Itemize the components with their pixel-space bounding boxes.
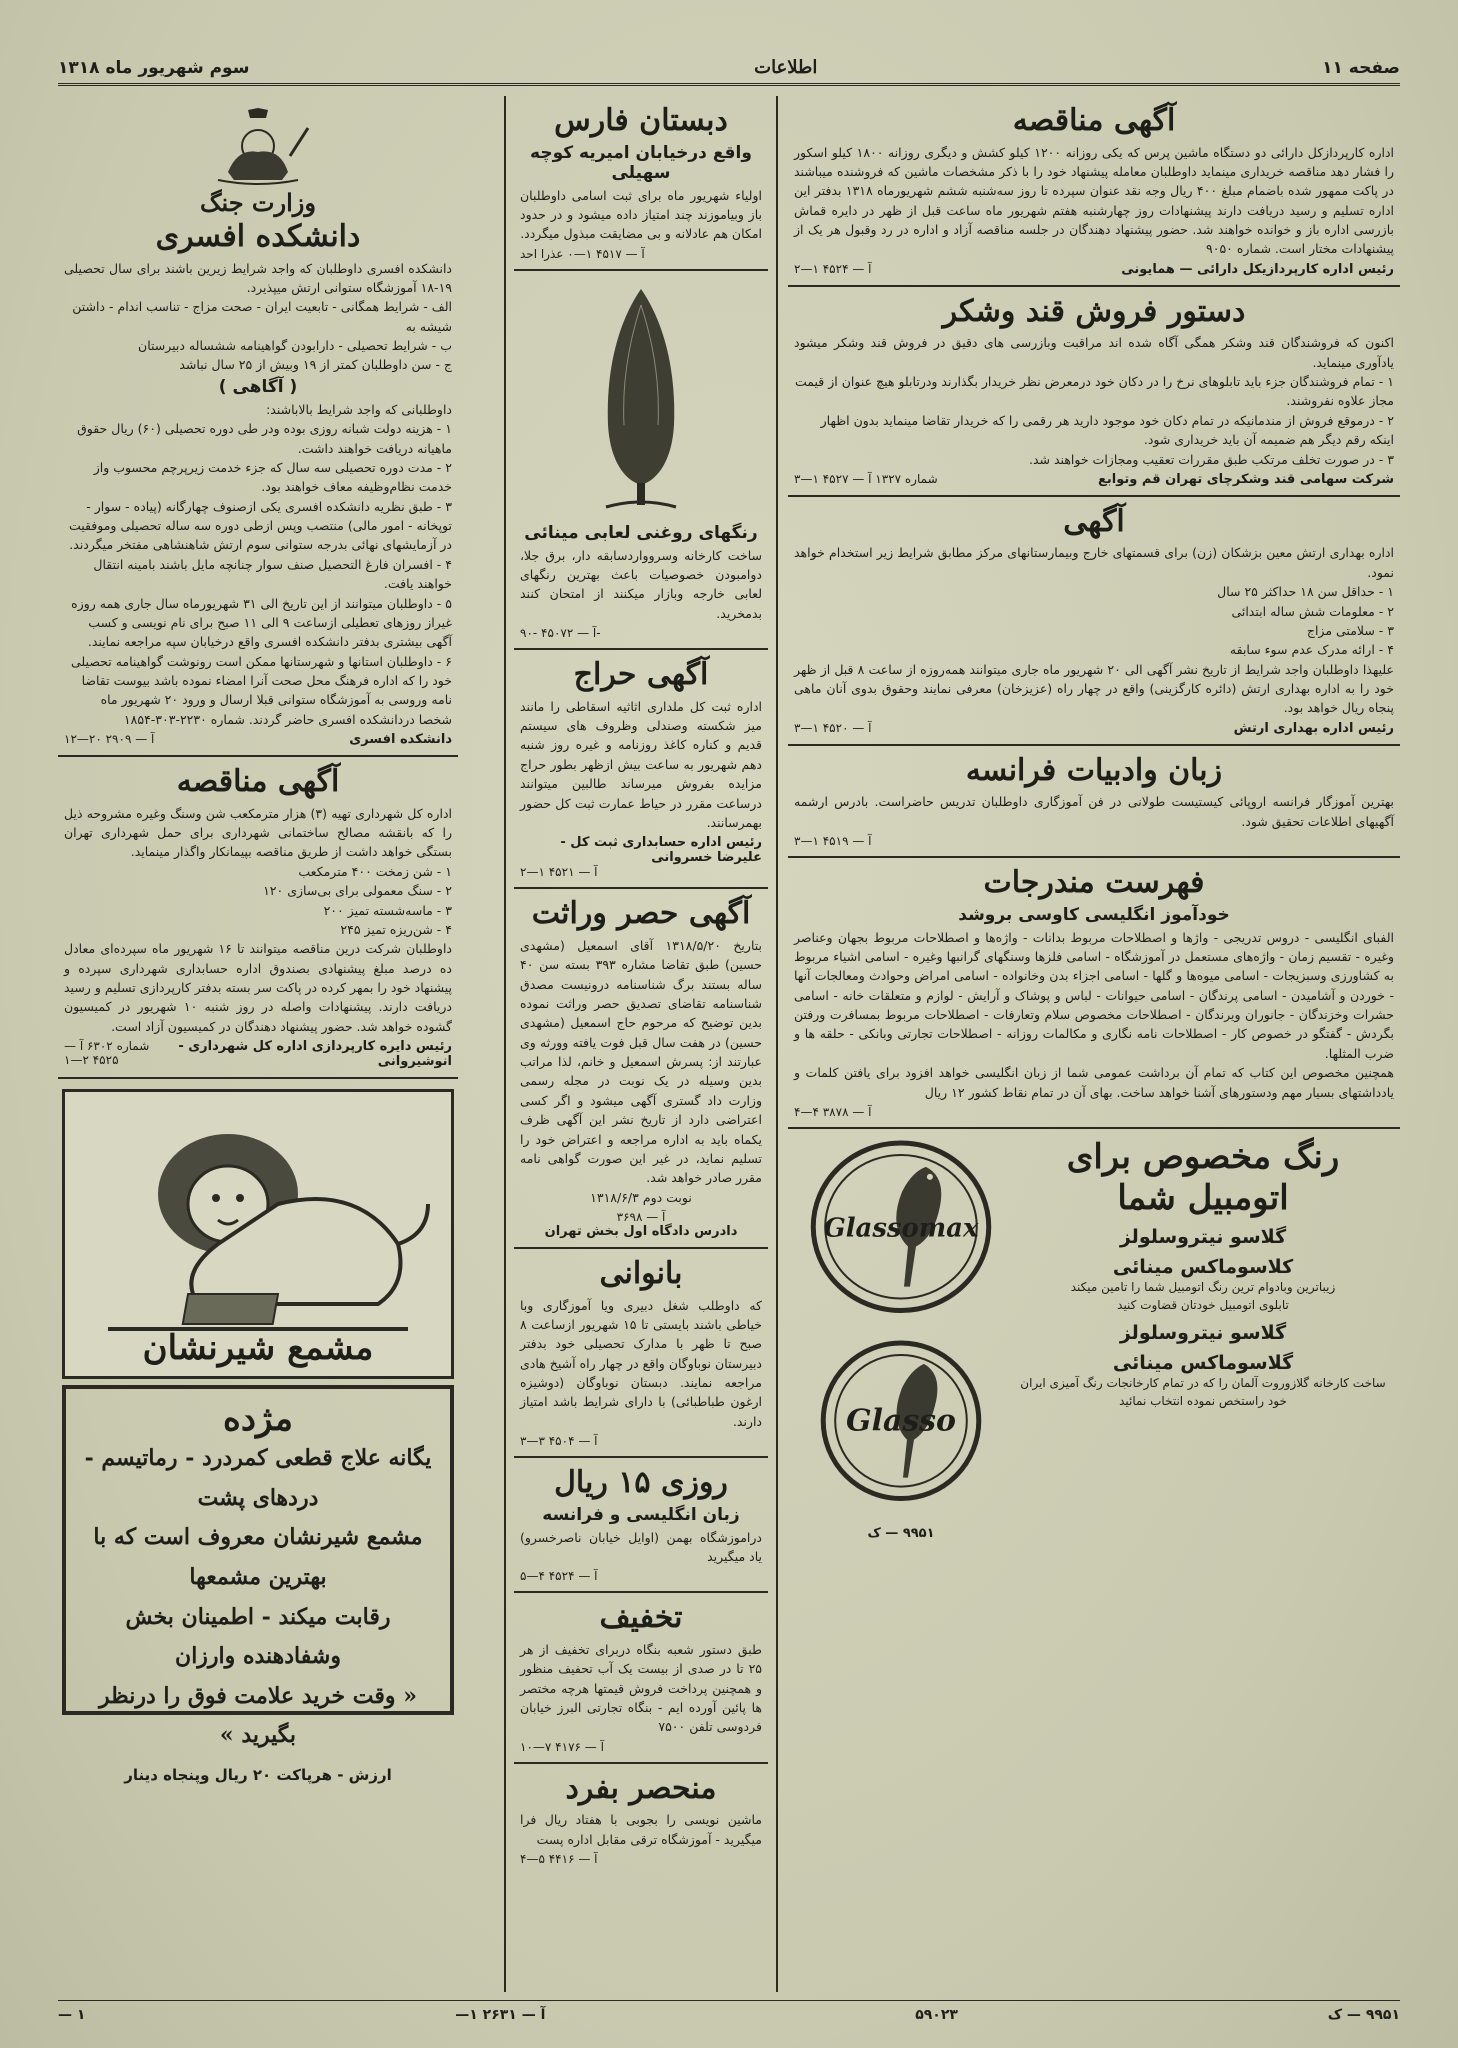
ad-note: همچنین مخصوص این کتاب که تمام آن برداشت عمومی شما از زبان انگلیسی خواهد افزود برای یافتن کلمات و یادداشتهای بسیار مهم ودستورهای آشنا خواهد ساخت. بهای آن در تمام نقاط کشور ۱۲ ریال — [794, 1065, 1394, 1100]
product-desc: ساخت کارخانه گلازوروت آلمان را که در تمام کارخانجات رنگ آمیزی ایران خود راستخص نموده انتخاب نمائید — [1020, 1376, 1386, 1409]
ad-line: مشمع شیرنشان معروف است که با بهترین مشمعها — [93, 1524, 423, 1590]
issue-date: سوم شهریور ماه ۱۳۱۸ — [58, 57, 250, 78]
ad-title: آگهی مناقصه — [176, 764, 340, 800]
ad-body: که داوطلب شغل دبیری ویا آموزگاری وبا خیاطی باشند بایستی تا ۱۵ شهریور ازساعت ۸ صبح تا ظهر با مدارک تحصیلی خود بدفتر دبیرستان نوباوگان واقع در چهار راه آشیخ هادی مراجعه نمایند. دبستان نوباوگان (دوشیزه ارغون طباطبائی) با دارای شرایط باشد امتیاز دارند. — [520, 1297, 762, 1429]
ad-signer: شرکت سهامی قند وشکرچای تهران قم وتوابع — [1098, 471, 1394, 487]
ad-subtitle: زبان انگلیسی و فرانسه — [542, 1504, 740, 1525]
ad-ref: آ — ۴۵۱۷ ۱—۰ عذرا احد — [520, 246, 645, 261]
ad-note: داوطلبان شرکت درین مناقصه میتوانند تا ۱۶ شهریور ماه سپرده‌ای معادل ده درصد مبلغ پیشنهادی بصندوق اداره حسابداری شهرداری سپرده و پیشنهاد خود را بمهر کرده در پاکت سر بسته بدفتر کارپردازی تسلیم و رسید دریافت دارند. پیشنهادات واصله در روز شنبه ۱۰ شهریور در کمیسیون گشوده خواهد شد. حضور پیشنهاد دهندگان در کمیسیون آزاد است. — [64, 941, 452, 1034]
ad-item: ۳ - طبق نظریه دانشکده افسری یکی ازصنوف چهارگانه (پیاده - سوار - توپخانه - امور مالی) منتصب وپس ازطی دوره سه ساله تحصیلی وموفقیت در آزمایشهای نهائی بدرجه ستوانی سوم ارتش شاهنشاهی مفتخر میگردند. — [68, 498, 452, 553]
ad-banovan — [514, 1249, 768, 1458]
ad-ref: آ — ۴۵۲۰ ۱—۳ — [794, 720, 872, 735]
ad-item: ج - سن داوطلبان کمتر از ۱۹ وبیش از ۲۵ سال نباشد — [179, 357, 452, 373]
lion-illustration-icon — [78, 1124, 438, 1344]
ad-item: ۴ - شن‌ریزه تمیز ۲۴۵ — [340, 921, 452, 937]
ad-subtitle: خودآموز انگلیسی کاوسی بروشد — [958, 904, 1230, 925]
ad-item: ۱ - تمام فروشندگان جزء باید تابلوهای نرخ را در دکان خود درمعرض نظر خریدار بگذارند ودرتابلو هیچ عنوان از قیمت مجاز علاوه نفروشند. — [795, 374, 1394, 409]
ad-body: دانشکده افسری داوطلبان که واجد شرایط زیرین باشند برای سال تحصیلی ۱۹-۱۸ آموزشگاه ستوانی ارتش میپذیرد. — [64, 260, 452, 295]
ad-body: الفبای انگلیسی - دروس تدریجی - واژها و اصطلاحات مربوط بدانات - واژه‌ها و اصطلاحات مربوط بجهان وعناصر وغیره - تقسیم زمان - واژه‌های مستعمل در آموزشگاه - اسامی فلزها وسنگهای گرانبها وغیره - اسامی اشیاء مربوط به کشاورزی وسبزیجات - اسامی میوه‌ها و گلها - اسامی اجزاء بدن وخانواده - اسامی امراض وحوادث ومعالجات آنها - خوردن و آشامیدن - اسامی پرندگان - اسامی حیوانات - لباس و پوشاک و آرایش - لوازم و متعلقات خانه - اسامی حشرات وخزندگان - جانوران ویرندگان - اصطلاحات مخصوص سلام وتعارفات - اصطلاحات مربوط بمسافرت ورفتن بگردش - گفتگو در خصوص کار - اصطلاحات نامه نگاری و مکالمات روزانه - اصطلاحات تجارتی وبانکی - حلقه ها و ضرب المثلها. — [794, 929, 1394, 1061]
ad-body: اداره بهداری ارتش معین بزشکان (زن) برای قسمتهای خارج وبیمارستانهای مرکز مطابق شرایط زیر استخدام خواهد نمود. — [794, 545, 1394, 580]
ad-fehrest — [788, 858, 1400, 1129]
ad-body: بتاریخ ۱۳۱۸/۵/۲۰ آقای اسمعیل (مشهدی حسین) طبق تقاضا مشاره ۳۹۳ بسته سن ۴۰ ساله بستند برگ شناسنامه درونیست مصدق شناسنامه تقاضای تصدیق حصر وراثت نموده بدین توضیح که مرحوم حاج اسمعیل (مشهدی حسین) در هفت سال قبل فوت یافته وورثه وی عبارتند از: پسرش اسمعیل و خانم، لذا مراتب بدین وسیله در یک نوبت در مجله رسمی وزارت داد گستری آگهی میشود و اگر کسی اعتراضی دارد از تاریخ نشر این آگهی ظرف یکماه باید به اداره مراجعه و اعتراض خود را تسلیم نماید، در غیر این صورت گواهی نامه مقرر صادر خواهد شد. — [520, 937, 762, 1186]
ad-title: آگهی حراج — [573, 657, 709, 693]
ad-ref: آ — ۴۵۲۴ ۴—۵ — [520, 1569, 598, 1584]
ad-item: ۱ - حداقل سن ۱۸ حداکثر ۲۵ سال — [1217, 584, 1394, 600]
ad-ref: آ — ۴۵۰۷۲ -۹۰- — [520, 626, 601, 641]
ad-title: دستور فروش قند وشکر — [942, 293, 1246, 329]
left-column — [58, 96, 458, 1992]
glasso-logo-icon — [816, 1336, 986, 1506]
product-name: گلاسو نیتروسلولز — [1119, 1226, 1287, 1249]
product-name: گلاسوماکس مینائی — [1112, 1352, 1294, 1375]
ad-body: دراموزشگاه بهمن (اوایل خیابان ناصرخسرو) یاد میگیرید — [520, 1529, 762, 1564]
ad-body: اداره کارپردازکل دارائی دو دستگاه ماشین پرس که یکی روزانه ۱۲۰۰ کیلو کشش و دیگری روزانه ۱۸۰۰ کیلو اسکور را فشار دهد مناقصه خریداری مینماید داوطلبان معامله پیشنهاد خود را با ذکر مشخصات ماشین که فروشنده میباشند در پاکت ممهور شده باضمام مبلغ ۴۰۰ ریال وجه نقد عنوان سپرده تا روز سه‌شنبه ششم شهریورماه ۱۳۱۸ بدفتر این اداره تسلیم و رسید دریافت دارند پیشنهادات روز چهارشنبه هفتم شهریور ماه ساعت قبل از ظهر در دایره قماش بازرسی اداره باز و خوانده خواهند شد. حضور پیشنهاد دهندگان در جلسه مناقصه آزاد و اداره در رد وقبول هر یک از پیشنهادات مختار است. شماره ۹۰۵۰ — [794, 144, 1395, 257]
page-header — [58, 52, 1400, 86]
logo-text: Glasso — [846, 1404, 956, 1440]
ad-item: ۱ - شن زمخت ۴۰۰ مترمکعب — [298, 863, 452, 879]
ad-haraj — [514, 650, 768, 889]
ad-riyal — [514, 1458, 768, 1593]
ad-ref: آ — ۴۵۱۹ ۱—۳ — [794, 834, 872, 848]
ad-behdari-artesh — [788, 497, 1400, 746]
middle-column — [504, 96, 778, 1992]
ad-ref: آ — ۴۵۰۴ ۳—۳ — [520, 1434, 598, 1449]
ad-item: ۲ - سنگ معمولی برای بی‌سازی ۱۲۰ — [263, 883, 452, 899]
ad-signer: رئیس اداره حسابداری ثبت کل - علیرضا خسروانی — [560, 835, 762, 866]
ad-hasr-verasat — [514, 889, 768, 1249]
ad-signer: رئیس اداره بهداری ارتش — [1233, 720, 1394, 736]
ad-item: داوطلبانی که واجد شرایط بالاباشند: — [266, 401, 452, 417]
ad-item: ۳ - سلامتی مزاج — [1306, 622, 1394, 638]
ad-title: فهرست مندرجات — [983, 865, 1205, 900]
ad-mojde — [62, 1385, 454, 1784]
ad-line: رقابت میکند - اطمینان بخش وشفادهنده وارزان — [125, 1603, 391, 1670]
logo-text: Glassomax — [823, 1213, 979, 1244]
ad-item: الف - شرایط همگانی - تابعیت ایران - صحت مزاج - تناسب اندام - داشتن شیشه به — [72, 299, 452, 334]
footer-mojde-ref: آ — ۲۶۳۱ ۱— — [455, 2006, 546, 2023]
ad-glasso — [788, 1129, 1400, 1549]
glassomax-logo-icon — [806, 1137, 996, 1316]
ad-faranse — [788, 746, 1400, 858]
lion-sun-emblem-icon — [198, 106, 318, 186]
footer-mid: ۵۹۰۲۳ — [915, 2006, 958, 2023]
ad-title: مشمع شیرنشان — [142, 1328, 374, 1369]
ad-title: منحصر بفرد — [565, 1770, 717, 1806]
footer-left: ۱ — — [58, 2006, 86, 2023]
ad-item: ۵ - داوطلبان میتوانند از این تاریخ الی ۳۱ شهریورماه سال جاری همه روزه غیراز روزهای تعطیلی ازساعت ۹ الی ۱۱ صبح برای نام نویسی و کسب آگهی بیشتری بدفتر دانشکده افسری واقع درخیابان سپه مراجعه نمایند. — [71, 595, 452, 650]
ad-title: رنگهای روغنی لعابی مینائی — [524, 522, 758, 543]
ad-signer: رئیس اداره کارپردازیکل دارائی — همایونی — [1121, 261, 1394, 277]
ad-title: رنگ مخصوص برای اتومبیل شما — [1066, 1136, 1340, 1218]
ad-body: ساخت کارخانه وسروواردسابقه دار، برق جلا، دوامبودن خصوصیات باعث بهترین رنگهای لعابی خارجه وبازار میکنند از امتحان کنند بدمخرید. — [520, 547, 762, 621]
product-desc: زیباترین وبادوام ترین رنگ اتومبیل شما را تامین میکند — [1070, 1280, 1336, 1295]
right-column — [788, 96, 1400, 1992]
ad-body: طبق دستور شعبه بنگاه دربرای تخفیف از هر ۲۵ تا در صدی از بیست یک آب تحفیف منظور و همچنین پرداخت فروش قیمتها هرچه مختصر ها پائین آورده ایم - بنگاه تجارتی البرز خیابان فردوسی تلفن ۷۵۰۰ — [520, 1641, 762, 1735]
ad-ref: آ — ۳۶۹۸ — [616, 1210, 666, 1224]
ad-title: بانوانی — [599, 1256, 683, 1291]
footer-right: ۹۹۵۱ — ک — [1327, 2006, 1400, 2023]
ad-item: ۲ - درموقع فروش از مندمانیکه در تمام دکان خود موجود دارید هر رقمی را که خریدار تقاضا مینماید بدون اظهار اینکه رقم دیگر هم ضمیمه آن باید خریداری شود. — [820, 412, 1394, 448]
ad-title: زبان وادبیات فرانسه — [965, 752, 1223, 788]
ad-dabestan-fars — [514, 96, 768, 271]
ad-item: ۳ - در صورت تخلف مرتکب طبق مقررات تعقیب ومجازات خواهند شد. — [1029, 451, 1394, 467]
product-name: گلاسو نیتروسلولز — [1119, 1322, 1287, 1345]
ministry-name: وزارت جنگ — [200, 188, 316, 217]
ad-ref: آ — ۳۸۷۸ ۴—۴ — [794, 1104, 872, 1119]
ad-ref: شماره ۱۳۲۷ آ — ۴۵۲۷ ۱—۳ — [794, 471, 938, 486]
ad-title: تخفیف — [599, 1600, 683, 1636]
ad-note: نوبت دوم ۱۳۱۸/۶/۳ — [590, 1189, 692, 1205]
ad-takhfif — [514, 1593, 768, 1763]
ad-title: مژده — [223, 1399, 293, 1440]
page-footer — [58, 2000, 1400, 2028]
product-name: کلاسوماکس مینائی — [1112, 1256, 1294, 1279]
ad-item: ۴ - ارائه مدرک عدم سوء سابقه — [1229, 642, 1394, 658]
ad-ref: شماره ۶۳۰۲ آ — ۴۵۲۵ ۲—۱ — [64, 1039, 150, 1068]
ad-body: اولیاء شهریور ماه برای ثبت اسامی داوطلبان باز وبیاموزند چند امتیاز داده میشود و در حدود امکان هم عادلانه و بی مضایقت مبذول میگردد. — [520, 187, 762, 242]
cypress-tree-icon — [576, 285, 706, 515]
ad-monaghese-daraei — [788, 96, 1400, 287]
ad-item: ۶ - داوطلبان استانها و شهرستانها ممکن است رونوشت گواهینامه تحصیلی خود را که اداره فرهنگ محل صحت آنرا امضاء نموده باشد بیوست تقاضا نامه وروسی به آموزشگاه ستوانی قبلا ارسال و ورود ۲۰ شهریور ماه شخصا دردانشکده افسری حاضر گردند. شماره ۲۲۳۰-۳۰۳-۱۸۵۴ — [71, 653, 452, 727]
ad-item: ۴ - افسران فارغ التحصیل صنف سوار چنانچه مایل باشند بامینه انتقال خواهند یافت. — [93, 556, 452, 592]
ad-rangha — [514, 271, 768, 651]
ad-ref: ۹۹۵۱ — ک — [867, 1525, 935, 1541]
ad-title: روزی ۱۵ ریال — [554, 1465, 728, 1501]
ad-subtitle: واقع درخیابان امیریه کوچه سهیلی — [530, 142, 752, 183]
ad-body: اکنون که فروشندگان قند وشکر همگی آگاه شده اند مراقبت وبازرسی های دقیق در فروش قند وشکر میشود یادآوری مینماید. — [794, 335, 1394, 370]
ad-line: « وقت خرید علامت فوق را درنظر بگیرید » — [99, 1682, 417, 1749]
ad-ref: آ — ۴۵۲۴ ۱—۲ — [794, 261, 872, 276]
ad-title: دانشکده افسری — [155, 219, 361, 254]
ad-item: ۳ - ماسه‌شسته تمیز ۲۰۰ — [323, 902, 452, 918]
ad-subtitle: ( آگاهی ) — [218, 376, 298, 397]
ad-title: آگهی — [1063, 503, 1125, 539]
ad-title: دبستان فارس — [554, 103, 728, 138]
ad-line: یگانه علاج قطعی کمردرد - رماتیسم - دردهای پشت — [84, 1445, 432, 1511]
ad-body: ماشین نویسی را بجوبی با هفتاد ریال فرا میگیرید - آموزشگاه ترقی مقابل اداره پست — [520, 1812, 762, 1847]
ad-monhaser — [514, 1764, 768, 1874]
ad-daneshkade-afsari — [58, 96, 458, 757]
ad-item: ۲ - مدت دوره تحصیلی سه سال که جزء خدمت زیرپرچم محسوب واز خدمت نظام‌وظیفه معاف خواهند بود. — [93, 459, 452, 495]
ad-shirneshan-image — [62, 1089, 454, 1379]
ad-item: ۲ - معلومات شش ساله ابتدائی — [1231, 603, 1394, 619]
page-number: صفحه ۱۱ — [1322, 57, 1400, 78]
paper-name: اطلاعات — [754, 57, 818, 78]
ad-price: ارزش - هرپاکت ۲۰ ریال وپنجاه دینار — [124, 1765, 392, 1784]
product-desc: تابلوی اتومبیل خودتان قضاوت کنید — [1117, 1298, 1289, 1313]
ad-ref: آ — ۴۴۱۶ ۵—۴ — [520, 1852, 598, 1866]
ad-body: اداره ثبت کل ملداری اثاثیه اسقاطی را مانند میز شکسته وصندلی وظروف های سیستم قدیم و کناره کاغذ روزنامه و غیره روز شنبه دهم شهریور به ساعت بیش ازظهر بطور حراج مزایده بفروش میرساند طالبین میتوانند درساعت مقرر در حیاط عمارت ثبت کل حضور بهمرسانند. — [520, 698, 762, 830]
ad-signer: دانشکده افسری — [349, 732, 452, 748]
ad-body: بهترین آموزگار فرانسه اروپائی کیستیست طولانی در فن آموزگاری داوطلبان تدریس حاضراست. بادرس ارشمه آگهیهای اطلاعات تحقیق شود. — [794, 794, 1394, 829]
ad-ref: آ — ۲۹۰۹ ۲۰—۱۲ — [64, 732, 155, 747]
ad-note: علیهذا داوطلبان واجد شرایط از تاریخ نشر آگهی الی ۲۰ شهریور ماه جاری میتوانند همه‌روزه از ساعت ۸ قبل از ظهر خود را به اداره بهداری ارتش (دائره کارگزینی) واقع در چهار راه (عزیزخان) معرفی نمایند وحقوق بدوی آنان ماهی پنجاه ریال خواهد بود. — [794, 661, 1394, 716]
ad-title: آگهی حصر وراثت — [531, 896, 751, 932]
ad-signer: دادرس دادگاه اول بخش تهران — [544, 1224, 738, 1239]
ad-ref: آ — ۴۵۲۱ ۱—۲ — [520, 865, 598, 880]
ad-title: آگهی مناقصه — [1012, 103, 1176, 138]
ad-body: اداره کل شهرداری تهیه (۳) هزار مترمکعب شن وسنگ وغیره مشروحه ذیل را که بانقشه مصالح ساختمانی شهرداری برای حمل شهرداری تهران بستگی خواهد داشت از طریق مناقصه بپیمانکار واگذار مینماید. — [64, 805, 452, 860]
ad-ghand-shekar — [788, 287, 1400, 497]
ad-ref: آ — ۴۱۷۶ ۷—۱۰ — [520, 1739, 604, 1754]
ad-item: ب - شرایط تحصیلی - دارابودن گواهینامه ششساله دبیرستان — [138, 338, 452, 353]
ad-item: ۱ - هزینه دولت شبانه روزی بوده ودر طی دوره تحصیلی (۶۰) ریال حقوق ماهیانه دریافت خواهند داشت. — [77, 421, 452, 456]
ad-monaghese-shahrdari — [58, 757, 458, 1079]
ad-signer: رئیس دایره کارپردازی اداره کل شهرداری - انوشیروانی — [178, 1039, 452, 1070]
